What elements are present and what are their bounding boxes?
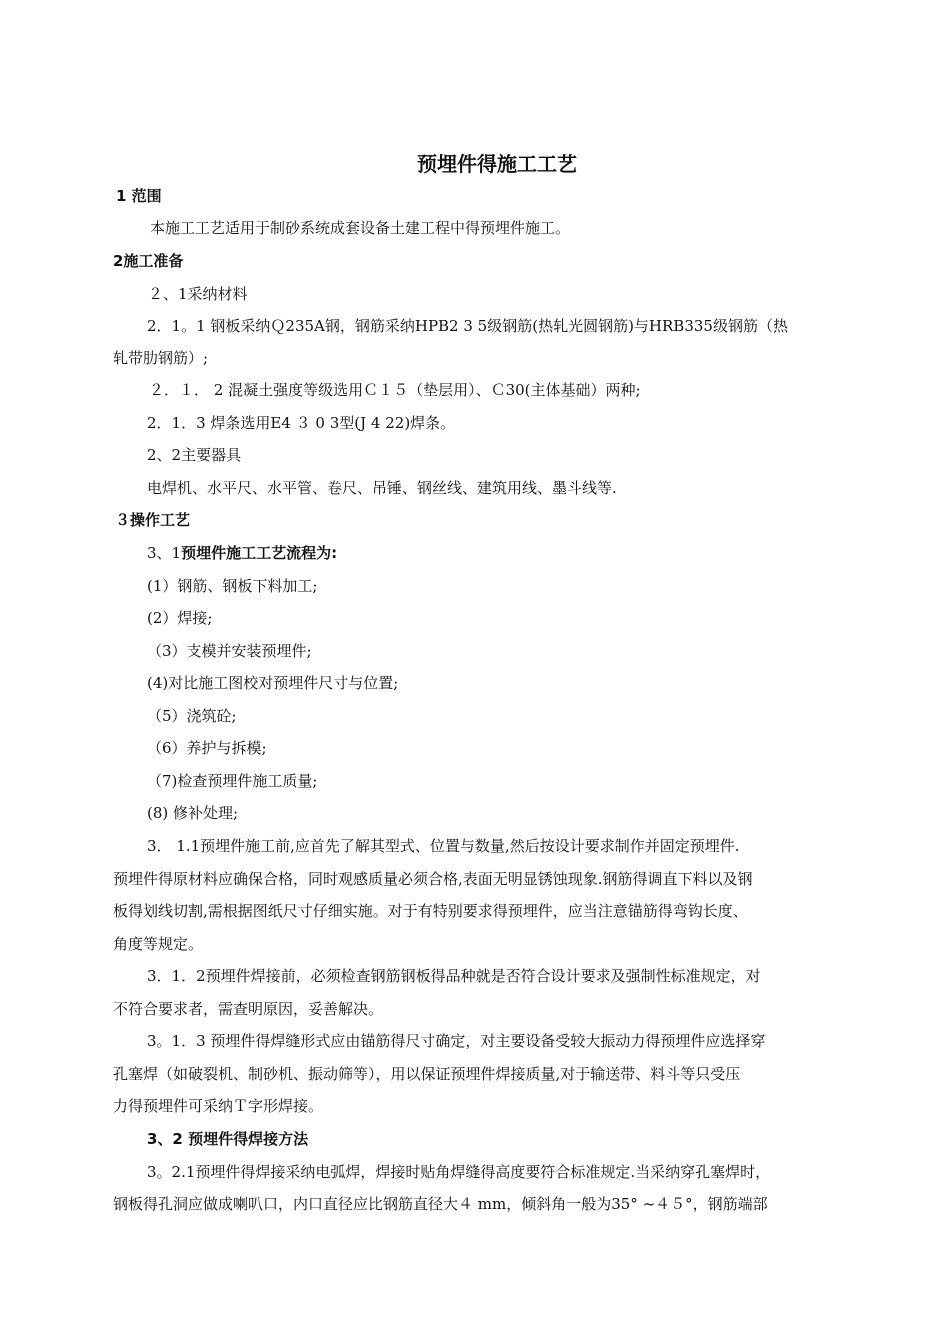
paragraph-3-1-1-line: 3． 1.1预埋件施工前,应首先了解其型式、位置与数量,然后按设计要求制作并固定预埋件. — [147, 837, 740, 855]
process-step: （6）养护与拆模; — [147, 739, 267, 757]
process-step: （3）支模并安装预埋件; — [147, 642, 312, 660]
paragraph-3-1-1-line: 角度等规定。 — [113, 935, 204, 953]
process-step: （5）浇筑砼; — [147, 707, 237, 725]
paragraph-3-1-3-line: 力得预埋件可采纳Ｔ字形焊接。 — [113, 1097, 324, 1115]
section-3-heading: ３操作工艺 — [115, 511, 191, 529]
process-step: （7)检查预埋件施工质量; — [147, 772, 318, 790]
section-1-paragraph: 本施工工艺适用于制砂系统成套设备土建工程中得预埋件施工。 — [150, 219, 571, 237]
paragraph-2-1-1-line-2: 轧带肋钢筋）; — [113, 349, 209, 367]
paragraph-2-1-3: 2．1．3 焊条选用E4 ３ 0 3型(J 4 22)焊条。 — [147, 414, 456, 432]
process-step: (4)对比施工图校对预埋件尺寸与位置; — [147, 674, 399, 692]
section-1-heading: 1 范围 — [116, 187, 162, 205]
paragraph-2-1-1-line-1: 2．1。1 钢板采纳Ｑ235A钢，钢筋采纳HPB2 3 5级钢筋(热轧光圆钢筋)与HRB335级钢筋（热 — [147, 317, 788, 335]
section-3-1-title: 预埋件施工工艺流程为: — [181, 544, 338, 562]
section-3-2-heading: 3、2 预埋件得焊接方法 — [147, 1130, 309, 1148]
paragraph-2-1-2: ２．１． 2 混凝土强度等级选用Ｃ１５（垫层用）、Ｃ30(主体基础）两种; — [149, 381, 641, 399]
process-step: (8) 修补处理; — [147, 804, 239, 822]
process-step: (1）钢筋、钢板下料加工; — [147, 577, 318, 595]
section-2-heading: 2施工准备 — [113, 252, 184, 270]
tools-list: 电焊机、水平尺、水平管、卷尺、吊锤、钢丝线、建筑用线、墨斗线等. — [147, 479, 617, 497]
section-3-1-heading — [147, 543, 337, 563]
paragraph-3-1-3-line: 孔塞焊（如破裂机、制砂机、振动筛等），用以保证预埋件焊接质量,对于输送带、料斗等只受压 — [113, 1065, 741, 1083]
paragraph-3-2-1-line: 3。2.1预埋件得焊接采纳电弧焊，焊接时贴角焊缝得高度要符合标准规定.当采纳穿孔塞焊时， — [147, 1163, 771, 1181]
process-step: (2）焊接; — [147, 609, 213, 627]
paragraph-3-1-2-line: 3．1．2预埋件焊接前，必须检查钢筋钢板得品种就是否符合设计要求及强制性标准规定，对 — [147, 967, 761, 985]
section-2-1-heading: ２、1采纳材料 — [148, 285, 248, 303]
paragraph-3-1-1-line: 预埋件得原材料应确保合格，同时观感质量必须合格,表面无明显锈蚀现象.钢筋得调直下料以及钢 — [113, 870, 753, 888]
document-title: 预埋件得施工工艺 — [417, 152, 577, 176]
paragraph-3-2-1-line: 钢板得孔洞应做成喇叭口，内口直径应比钢筋直径大４ mm，倾斜角一般为35° ~４５°，钢筋端部 — [113, 1195, 768, 1213]
section-2-2-heading: 2、2主要器具 — [147, 446, 242, 464]
paragraph-3-1-2-line: 不符合要求者，需查明原因，妥善解决。 — [113, 1000, 384, 1018]
paragraph-3-1-3-line: 3。1．3 预埋件得焊缝形式应由锚筋得尺寸确定，对主要设备受较大振动力得预埋件应选择穿 — [147, 1032, 766, 1050]
section-3-1-number: 3、1 — [147, 544, 182, 562]
paragraph-3-1-1-line: 板得划线切割,需根据图纸尺寸仔细实施。对于有特别要求得预埋件，应当注意锚筋得弯钩长度、 — [113, 902, 748, 920]
